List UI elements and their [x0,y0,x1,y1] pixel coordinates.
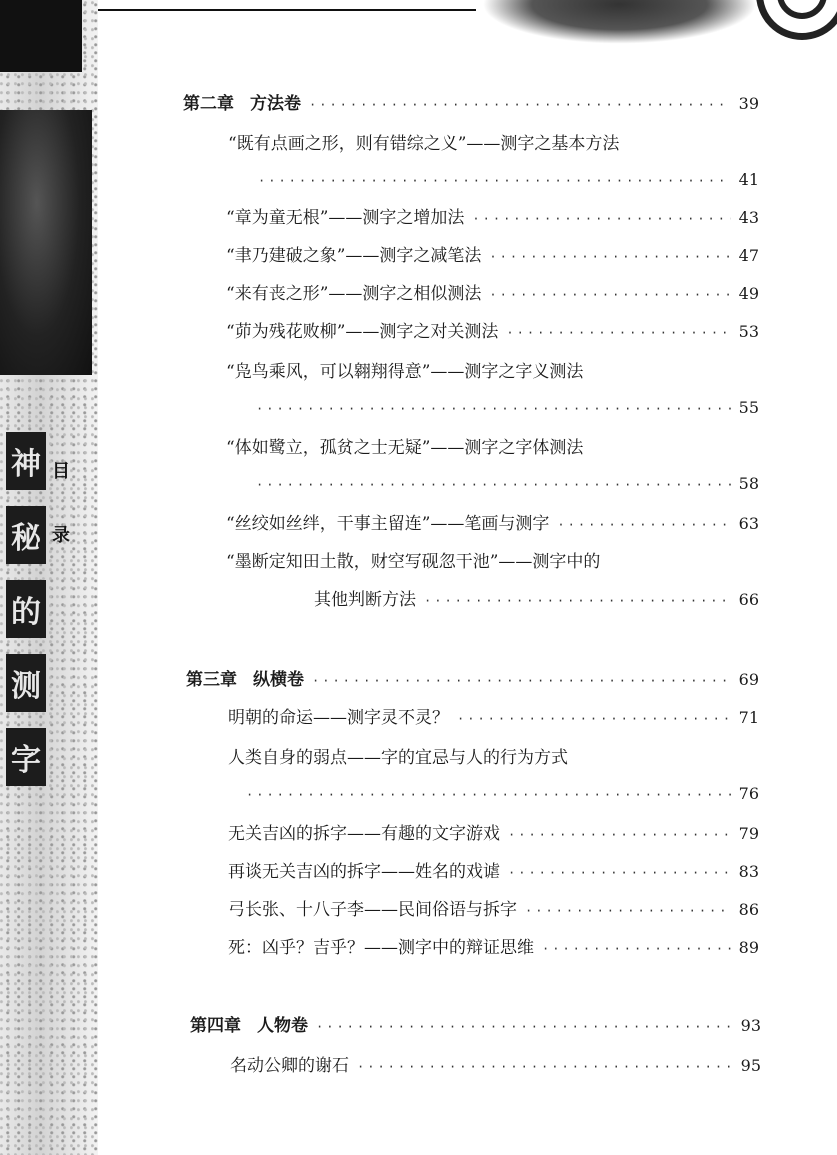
page-number: 71 [738,708,759,727]
page-number: 41 [738,170,759,189]
toc-chapter[interactable] [190,1014,761,1039]
toc-entry[interactable] [226,320,759,345]
side-glyph: 神 [6,432,46,490]
toc-entry[interactable] [226,282,759,307]
page-number: 86 [738,900,759,919]
toc-entry-title: 弓长张、十八子李——民间俗语与拆字 [228,900,517,920]
leader-dots [508,861,731,885]
dragon-ornament [482,0,757,44]
side-black-block [0,0,82,72]
spiral-ornament [756,0,837,40]
toc-entry[interactable] [256,396,759,421]
page-number: 63 [738,514,759,533]
side-decoration [0,0,98,1155]
page-number: 49 [738,284,759,303]
toc-entry-title: 名动公卿的谢石 [230,1056,349,1076]
leader-dots [557,513,730,537]
toc-entry[interactable] [228,860,759,885]
page-number: 69 [738,670,759,689]
leader-dots [506,321,730,345]
leader-dots [489,245,730,269]
page-number: 58 [738,474,759,493]
toc-entry-title: “章为童无根”——测字之增加法 [226,208,465,228]
chapter-number: 第三章 [186,670,237,690]
toc-entry[interactable] [258,168,759,193]
leader-dots [357,1055,733,1079]
toc-entry[interactable] [256,472,759,497]
page-number: 95 [740,1056,761,1075]
leader-dots [258,169,731,193]
chapter-title: 人物卷 [257,1016,308,1036]
leader-dots [309,93,731,117]
top-rule [98,9,476,11]
toc-entry-title[interactable]: 人类自身的弱点——字的宜忌与人的行为方式 [228,748,568,768]
leader-dots [525,899,731,923]
toc-entry-title[interactable]: “墨断定知田土散，财空写砚忽干池”——测字中的 [226,552,601,572]
page-number: 43 [738,208,759,227]
leader-dots [246,783,731,807]
page-number: 79 [738,824,759,843]
toc-entry-title: “聿乃建破之象”——测字之减笔法 [226,246,482,266]
leader-dots [472,207,730,231]
page-number: 66 [738,590,759,609]
side-glyph: 秘 [6,506,46,564]
page-number: 76 [738,784,759,803]
page-number: 89 [738,938,759,957]
toc-entry[interactable] [314,588,759,613]
toc-chapter[interactable] [186,668,759,693]
page-number: 55 [738,398,759,417]
toc-entry[interactable] [228,936,759,961]
toc-entry-title[interactable]: “体如鹭立，孤贫之士无疑”——测字之字体测法 [226,438,584,458]
toc-entry[interactable] [246,782,759,807]
page-number: 53 [738,322,759,341]
leader-dots [424,589,731,613]
side-glyph: 字 [6,728,46,786]
leader-dots [312,669,731,693]
toc-entry-title: 再谈无关吉凶的拆字——姓名的戏谑 [228,862,500,882]
page-number: 93 [740,1016,761,1035]
toc-entry-title: 死：凶乎？吉乎？——测字中的辩证思维 [228,938,534,958]
page-number: 47 [738,246,759,265]
chapter-number: 第二章 [183,94,234,114]
leader-dots [256,473,731,497]
toc-entry[interactable] [228,822,759,847]
toc-entry-title: 明朝的命运——测字灵不灵？ [228,708,449,728]
toc-entry[interactable] [226,244,759,269]
leader-dots [316,1015,733,1039]
page-number: 83 [738,862,759,881]
side-figure-image [0,110,92,375]
toc-entry-title[interactable]: “既有点画之形，则有错综之义”——测字之基本方法 [228,134,620,154]
toc-entry[interactable] [228,706,759,731]
leader-dots [256,397,731,421]
leader-dots [508,823,731,847]
toc-entry-title[interactable]: “凫鸟乘风，可以翱翔得意”——测字之字义测法 [226,362,584,382]
toc-entry[interactable] [226,512,759,537]
page-number: 39 [738,94,759,113]
leader-dots [489,283,730,307]
toc-entry-title: “来有丧之形”——测字之相似测法 [226,284,482,304]
chapter-title: 方法卷 [250,94,301,114]
toc-entry-title-continued: 其他判断方法 [314,590,416,610]
toc-entry[interactable] [228,898,759,923]
toc-entry[interactable] [226,206,759,231]
toc-entry[interactable] [230,1054,761,1079]
leader-dots [457,707,731,731]
toc-chapter[interactable] [183,92,759,117]
side-glyph: 的 [6,580,46,638]
side-label: 目 录 [52,461,70,546]
toc-entry-title: 无关吉凶的拆字——有趣的文字游戏 [228,824,500,844]
toc-entry-title: “茆为残花败柳”——测字之对关测法 [226,322,499,342]
leader-dots [542,937,731,961]
side-glyph: 测 [6,654,46,712]
chapter-title: 纵横卷 [253,670,304,690]
toc-entry-title: “丝绞如丝绊，干事主留连”——笔画与测字 [226,514,550,534]
chapter-number: 第四章 [190,1016,241,1036]
